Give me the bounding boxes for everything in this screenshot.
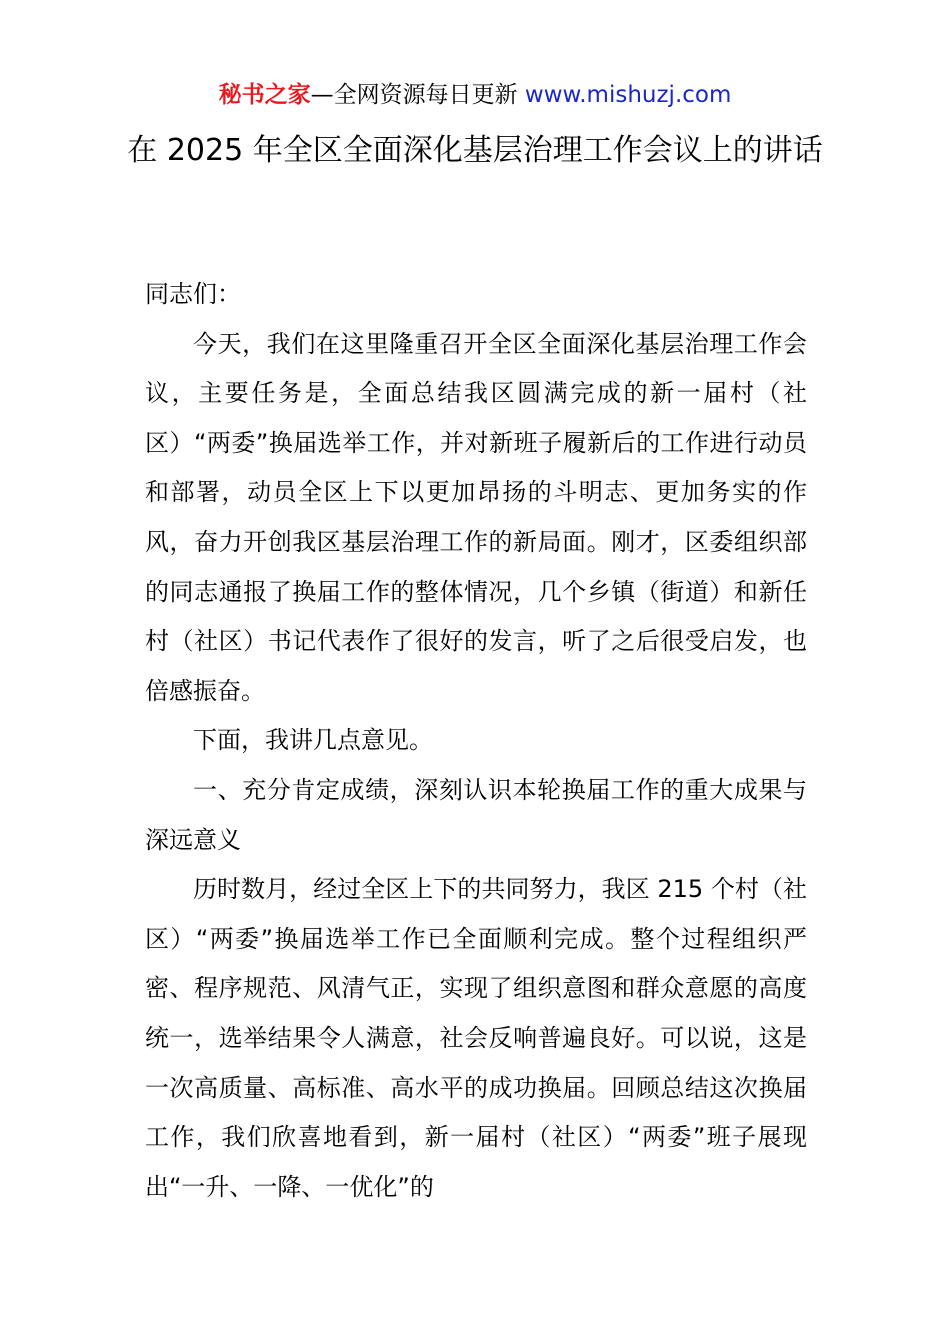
document-body — [145, 270, 807, 1212]
site-slogan: —全网资源每日更新 — [310, 82, 525, 108]
site-header — [0, 78, 950, 112]
paragraph-achievements: 历时数月，经过全区上下的共同努力，我区 215 个村（社区）“两委”换届选举工作已全面顺利完成。整个过程组织严密、程序规范、风清气正，实现了组织意图和群众意愿的高度统一，选举结果令人满意，社会反响普遍良好。可以说，这是一次高质量、高标准、高水平的成功换届。回顾总结这次换届工作，我们欣喜地看到，新一届村（社区）“两委”班子展现出“一升、一降、一优化”的 — [145, 875, 807, 1201]
site-brand: 秘书之家 — [218, 82, 311, 108]
salutation: 同志们： — [145, 280, 241, 308]
site-url-link[interactable]: www.mishuzj.com — [524, 82, 732, 108]
section-heading-1: 一、充分肯定成绩，深刻认识本轮换届工作的重大成果与深远意义 — [145, 775, 807, 854]
paragraph-transition: 下面，我讲几点意见。 — [193, 726, 433, 755]
document-title: 在 2025 年全区全面深化基层治理工作会议上的讲话 — [127, 133, 823, 168]
paragraph-opening: 今天，我们在这里隆重召开全区全面深化基层治理工作会议，主要任务是，全面总结我区圆满完成的新一届村（社区）“两委”换届选举工作，并对新班子履新后的工作进行动员和部署，动员全区上下以更加昂扬的斗明志、更加务实的作风，奋力开创我区基层治理工作的新局面。刚才，区委组织部的同志通报了换届工作的整体情况，几个乡镇（街道）和新任村（社区）书记代表作了很好的发言，听了之后很受启发，也倍感振奋。 — [145, 329, 807, 705]
